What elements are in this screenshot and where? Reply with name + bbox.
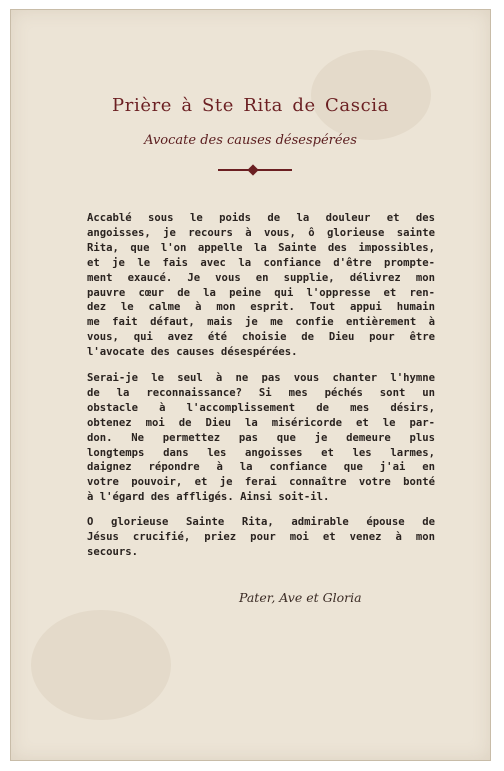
text-line: obtenez moi de Dieu la miséricorde et le par- [87,416,435,429]
prayer-paragraph-1 [87,211,435,360]
text-line: de la reconnaissance? Si mes péchés sont un [87,386,435,399]
text-line: obstacle à l'accomplissement de mes désirs, [87,401,435,414]
closing-line: Pater, Ave et Gloria [239,590,362,605]
text-line: et je le fais avec la confiance d'être prompte- [87,256,435,269]
text-line: daignez répondre à la confiance que j'ai en [87,461,435,474]
divider-diamond [247,164,258,175]
paper-stain [31,610,171,720]
prayer-title: Prière à Ste Rita de Cascia [112,95,389,116]
divider-ornament [218,167,292,173]
text-line: Rita, que l'on appelle la Sainte des impossibles, [87,241,435,254]
text-line: secours. [87,545,139,558]
text-line: O glorieuse Sainte Rita, admirable épouse de [87,516,435,528]
prayer-paragraph-2 [87,371,435,505]
text-line: votre pouvoir, et je ferai connaître votre bonté [87,476,435,489]
text-line: longtemps dans les angoisses et les larmes, [87,446,435,459]
text-line: l'avocate des causes désespérées. [87,346,298,359]
text-line: ment exaucé. Je vous en supplie, délivrez mon [87,271,435,284]
text-line: me fait défaut, mais je me confie entièrement à [87,316,435,329]
text-line: angoisses, je recours à vous, ô glorieuse sainte [87,226,435,239]
prayer-subtitle: Avocate des causes désespérées [144,133,357,148]
prayer-card [10,9,491,761]
text-line: don. Ne permettez pas que je demeure plus [87,431,435,444]
prayer-paragraph-3 [87,515,435,560]
text-line: Jésus crucifié, priez pour moi et venez à mon [87,530,435,543]
text-line: à l'égard des affligés. Ainsi soit-il. [87,491,330,504]
text-line: Serai-je le seul à ne pas vous chanter l'hymne [87,372,435,384]
text-line: dez le calme à mon esprit. Tout appui humain [87,301,435,314]
text-line: vous, qui avez été choisie de Dieu pour être [87,331,435,344]
text-line: pauvre cœur de la peine qui l'oppresse et ren- [87,286,435,299]
text-line: Accablé sous le poids de la douleur et des [87,212,435,224]
